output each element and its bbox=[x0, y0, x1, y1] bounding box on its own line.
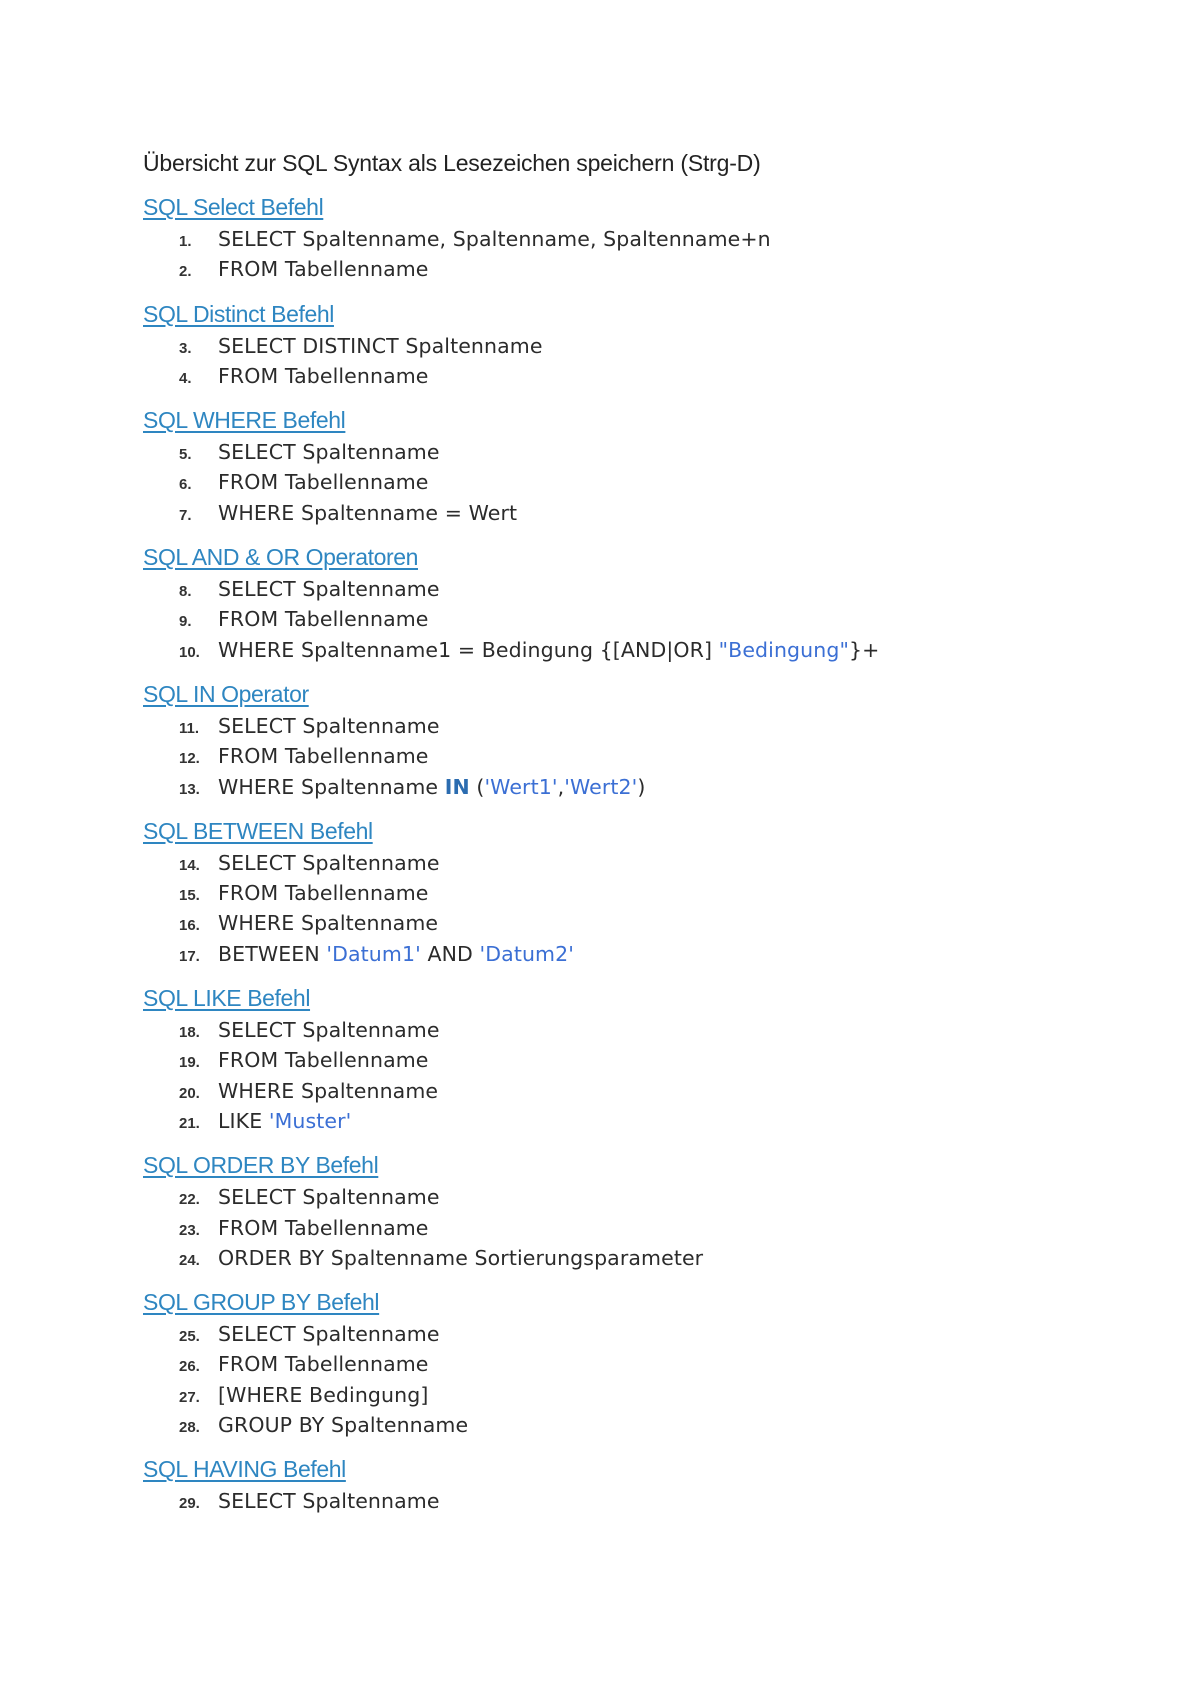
line-number: 8. bbox=[179, 583, 192, 601]
code-lines bbox=[143, 1015, 1143, 1136]
sql-section bbox=[143, 542, 1143, 665]
code-line bbox=[143, 741, 1143, 771]
code-plain: }+ bbox=[849, 637, 880, 662]
code-text bbox=[218, 1213, 429, 1243]
code-text bbox=[218, 1045, 429, 1075]
code-plain: SELECT Spaltenname bbox=[218, 850, 440, 875]
code-lines bbox=[143, 711, 1143, 802]
code-plain: WHERE Spaltenname bbox=[218, 911, 439, 936]
line-number: 27. bbox=[179, 1388, 200, 1406]
document-page bbox=[143, 148, 1143, 1531]
code-lines bbox=[143, 437, 1143, 528]
line-number: 4. bbox=[179, 369, 192, 387]
code-text bbox=[218, 1486, 440, 1516]
line-number: 5. bbox=[179, 446, 192, 464]
line-number: 21. bbox=[179, 1114, 200, 1132]
code-string: 'Datum2' bbox=[479, 941, 574, 966]
code-plain: BETWEEN bbox=[218, 941, 327, 966]
line-number: 9. bbox=[179, 613, 192, 631]
code-text bbox=[218, 1243, 703, 1273]
line-number: 1. bbox=[179, 233, 192, 250]
code-text bbox=[218, 741, 429, 771]
code-text bbox=[218, 1015, 440, 1045]
code-plain: FROM Tabellenname bbox=[218, 1215, 429, 1240]
code-text bbox=[218, 467, 429, 497]
code-lines bbox=[143, 1486, 1143, 1516]
line-number: 7. bbox=[179, 506, 192, 524]
code-line bbox=[143, 498, 1143, 528]
sql-section bbox=[143, 1150, 1143, 1273]
code-text bbox=[218, 224, 771, 254]
code-lines bbox=[143, 224, 1143, 285]
section-heading-link[interactable]: SQL Select Befehl bbox=[143, 194, 324, 220]
code-plain: FROM Tabellenname bbox=[218, 744, 429, 769]
code-line bbox=[143, 772, 1143, 802]
code-plain: SELECT Spaltenname bbox=[218, 440, 440, 465]
code-line bbox=[143, 1410, 1143, 1440]
sql-section bbox=[143, 816, 1143, 969]
code-plain: [WHERE Bedingung] bbox=[218, 1382, 429, 1407]
sql-section bbox=[143, 405, 1143, 528]
line-number: 13. bbox=[179, 780, 200, 798]
sql-section bbox=[143, 1454, 1143, 1516]
line-number: 3. bbox=[179, 339, 192, 357]
code-plain: , bbox=[557, 774, 565, 799]
code-lines bbox=[143, 1182, 1143, 1273]
code-text bbox=[218, 574, 440, 604]
code-plain: FROM Tabellenname bbox=[218, 257, 429, 282]
code-lines bbox=[143, 331, 1143, 392]
code-text bbox=[218, 1182, 440, 1212]
code-plain: SELECT Spaltenname, Spaltenname, Spaltenname+n bbox=[218, 227, 771, 251]
line-number: 25. bbox=[179, 1328, 200, 1346]
code-plain: SELECT Spaltenname bbox=[218, 1018, 440, 1043]
code-line bbox=[143, 467, 1143, 497]
code-text bbox=[218, 1076, 438, 1106]
code-plain: SELECT Spaltenname bbox=[218, 577, 440, 602]
code-text bbox=[218, 604, 429, 634]
section-heading-link[interactable]: SQL LIKE Befehl bbox=[143, 985, 311, 1012]
code-line bbox=[143, 574, 1143, 604]
code-line bbox=[143, 1213, 1143, 1243]
line-number: 10. bbox=[179, 643, 200, 661]
code-plain: AND bbox=[420, 941, 480, 966]
code-line bbox=[143, 939, 1143, 969]
sql-section bbox=[143, 679, 1143, 802]
code-line bbox=[143, 437, 1143, 467]
line-number: 23. bbox=[179, 1221, 200, 1239]
code-plain: FROM Tabellenname bbox=[218, 881, 429, 906]
code-lines bbox=[143, 848, 1143, 969]
code-line bbox=[143, 361, 1143, 391]
section-heading-link[interactable]: SQL Distinct Befehl bbox=[143, 300, 334, 327]
sections-container bbox=[143, 192, 1143, 1517]
code-line bbox=[143, 254, 1143, 284]
sql-section bbox=[143, 983, 1143, 1136]
code-line bbox=[143, 1015, 1143, 1045]
code-plain: FROM Tabellenname bbox=[218, 470, 429, 495]
code-plain: GROUP BY Spaltenname bbox=[218, 1413, 469, 1438]
code-text bbox=[218, 1380, 428, 1410]
code-plain: SELECT DISTINCT Spaltenname bbox=[218, 333, 543, 358]
code-plain: SELECT Spaltenname bbox=[218, 1489, 440, 1514]
code-line bbox=[143, 1243, 1143, 1273]
code-line bbox=[143, 908, 1143, 938]
code-text bbox=[218, 1349, 429, 1379]
code-lines bbox=[143, 574, 1143, 665]
code-string: 'Datum1' bbox=[326, 941, 421, 966]
sql-section bbox=[143, 1287, 1143, 1440]
code-plain: LIKE bbox=[218, 1108, 269, 1133]
code-text bbox=[218, 635, 879, 665]
code-plain: FROM Tabellenname bbox=[218, 607, 429, 632]
line-number: 29. bbox=[179, 1495, 200, 1513]
code-keyword: IN bbox=[444, 774, 470, 799]
line-number: 15. bbox=[179, 887, 200, 905]
intro-text: Übersicht zur SQL Syntax als Lesezeichen speichern (Strg-D) bbox=[143, 150, 761, 176]
code-plain: FROM Tabellenname bbox=[218, 363, 429, 388]
code-text bbox=[218, 331, 543, 361]
section-heading-link[interactable]: SQL IN Operator bbox=[143, 680, 309, 707]
code-string: "Bedingung" bbox=[718, 637, 850, 662]
code-plain: WHERE Spaltenname bbox=[218, 1078, 439, 1103]
sql-section bbox=[143, 192, 1143, 285]
code-plain: ( bbox=[469, 774, 485, 799]
line-number: 20. bbox=[179, 1084, 200, 1102]
code-plain: ) bbox=[637, 774, 646, 799]
line-number: 28. bbox=[179, 1419, 200, 1437]
code-text bbox=[218, 908, 438, 938]
code-text bbox=[218, 254, 429, 284]
line-number: 26. bbox=[179, 1358, 200, 1376]
code-string: 'Wert1' bbox=[484, 774, 558, 799]
section-heading-link[interactable]: SQL WHERE Befehl bbox=[143, 407, 346, 434]
line-number: 11. bbox=[179, 719, 200, 737]
line-number: 14. bbox=[179, 856, 200, 874]
code-text bbox=[218, 711, 440, 741]
code-line bbox=[143, 604, 1143, 634]
code-plain: WHERE Spaltenname bbox=[218, 774, 445, 799]
code-line bbox=[143, 224, 1143, 254]
line-number: 16. bbox=[179, 917, 200, 935]
code-line bbox=[143, 1182, 1143, 1212]
code-string: 'Muster' bbox=[268, 1108, 352, 1133]
code-text bbox=[218, 1319, 440, 1349]
code-line bbox=[143, 1349, 1143, 1379]
section-heading-link[interactable]: SQL HAVING Befehl bbox=[143, 1456, 346, 1483]
line-number: 24. bbox=[179, 1251, 200, 1269]
code-line bbox=[143, 1045, 1143, 1075]
code-lines bbox=[143, 1319, 1143, 1440]
code-text bbox=[218, 1106, 351, 1136]
code-plain: WHERE Spaltenname = Wert bbox=[218, 500, 518, 525]
code-line bbox=[143, 1076, 1143, 1106]
code-text bbox=[218, 498, 517, 528]
line-number: 6. bbox=[179, 476, 192, 494]
code-text bbox=[218, 939, 574, 969]
code-text bbox=[218, 361, 429, 391]
code-string: 'Wert2' bbox=[564, 774, 638, 799]
section-heading-link[interactable]: SQL AND & OR Operatoren bbox=[143, 544, 419, 571]
code-line bbox=[143, 635, 1143, 665]
code-text bbox=[218, 1410, 468, 1440]
code-plain: ORDER BY Spaltenname Sortierungsparameter bbox=[218, 1245, 704, 1270]
code-line bbox=[143, 331, 1143, 361]
code-line bbox=[143, 1380, 1143, 1410]
sql-section bbox=[143, 299, 1143, 392]
code-plain: FROM Tabellenname bbox=[218, 1352, 429, 1377]
code-text bbox=[218, 772, 646, 802]
line-number: 18. bbox=[179, 1024, 200, 1042]
line-number: 17. bbox=[179, 947, 200, 965]
code-plain: WHERE Spaltenname1 = Bedingung {[AND|OR] bbox=[218, 637, 719, 662]
code-line bbox=[143, 1319, 1143, 1349]
code-plain: SELECT Spaltenname bbox=[218, 713, 440, 738]
code-line bbox=[143, 1106, 1143, 1136]
code-plain: SELECT Spaltenname bbox=[218, 1185, 440, 1210]
line-number: 2. bbox=[179, 263, 192, 281]
code-line bbox=[143, 848, 1143, 878]
code-line bbox=[143, 711, 1143, 741]
section-heading-link[interactable]: SQL ORDER BY Befehl bbox=[143, 1152, 379, 1179]
section-heading-link[interactable]: SQL GROUP BY Befehl bbox=[143, 1289, 380, 1316]
code-plain: SELECT Spaltenname bbox=[218, 1322, 440, 1347]
section-heading-link[interactable]: SQL BETWEEN Befehl bbox=[143, 817, 373, 844]
code-text bbox=[218, 437, 440, 467]
code-text bbox=[218, 878, 429, 908]
code-text bbox=[218, 848, 440, 878]
line-number: 19. bbox=[179, 1054, 200, 1072]
code-line bbox=[143, 878, 1143, 908]
line-number: 22. bbox=[179, 1191, 200, 1209]
code-plain: FROM Tabellenname bbox=[218, 1048, 429, 1073]
line-number: 12. bbox=[179, 750, 200, 768]
code-line bbox=[143, 1486, 1143, 1516]
